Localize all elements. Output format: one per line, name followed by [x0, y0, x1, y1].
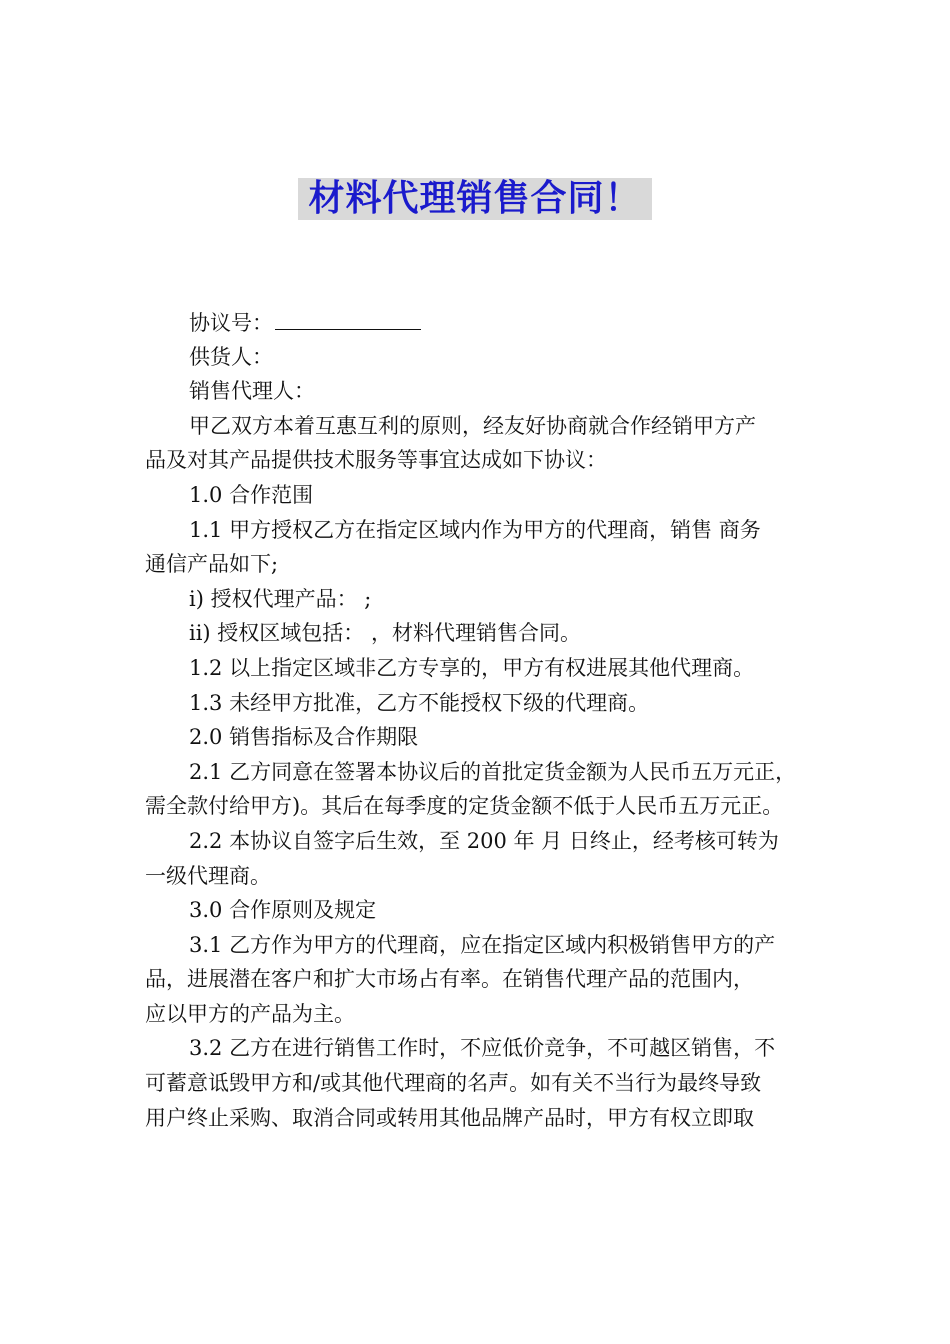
clause-3-1-line-1: 3.1 乙方作为甲方的代理商，应在指定区域内积极销售甲方的产 — [189, 932, 776, 957]
clause-3-2-line-1: 3.2 乙方在进行销售工作时，不应低价竞争，不可越区销售，不 — [189, 1036, 776, 1061]
clause-2-2-line-1: 2.2 本协议自签字后生效，至 200 年 月 日终止，经考核可转为 — [189, 828, 779, 853]
contract-body — [145, 305, 810, 1135]
clause-1-2: 1.2 以上指定区域非乙方专享的，甲方有权进展其他代理商。 — [189, 655, 755, 680]
sales-agent-line: 销售代理人： — [189, 379, 315, 404]
agreement-number-line — [145, 305, 810, 340]
clause-3-2-line-3: 用户终止采购、取消合同或转用其他品牌产品时，甲方有权立即取 — [145, 1105, 754, 1130]
document-title: 材料代理销售合同！ — [298, 178, 651, 220]
title-container — [0, 178, 950, 220]
clause-1-1-line-1: 1.1 甲方授权乙方在指定区域内作为甲方的代理商，销售 商务 — [189, 517, 761, 542]
clause-3-1-line-2: 品，进展潜在客户和扩大市场占有率。在销售代理产品的范围内， — [145, 967, 754, 992]
clause-1-3: 1.3 未经甲方批准，乙方不能授权下级的代理商。 — [189, 690, 650, 715]
clause-1-1-line-2: 通信产品如下; — [145, 552, 279, 577]
preamble-line-2: 品及对其产品提供技术服务等事宜达成如下协议： — [145, 448, 607, 473]
preamble-line-1: 甲乙双方本着互惠互利的原则，经友好协商就合作经销甲方产 — [189, 413, 756, 438]
clause-i-products: i) 授权代理产品： ; — [189, 586, 372, 611]
supplier-line: 供货人： — [189, 344, 273, 369]
clause-2-2-line-2: 一级代理商。 — [145, 863, 271, 888]
section-1-heading: 1.0 合作范围 — [189, 482, 314, 507]
clause-3-1-line-3: 应以甲方的产品为主。 — [145, 1001, 355, 1026]
clause-2-1-line-1: 2.1 乙方同意在签署本协议后的首批定货金额为人民币五万元正， — [189, 759, 797, 784]
agreement-number-label: 协议号： — [189, 311, 273, 335]
agreement-number-blank — [275, 305, 421, 330]
clause-ii-region: ii) 授权区域包括： ，材料代理销售合同。 — [189, 621, 581, 646]
section-2-heading: 2.0 销售指标及合作期限 — [189, 725, 419, 750]
section-3-heading: 3.0 合作原则及规定 — [189, 898, 377, 923]
clause-2-1-line-2: 需全款付给甲方)。其后在每季度的定货金额不低于人民币五万元正。 — [145, 794, 784, 819]
clause-3-2-line-2: 可蓄意诋毁甲方和/或其他代理商的名声。如有关不当行为最终导致 — [145, 1071, 762, 1096]
